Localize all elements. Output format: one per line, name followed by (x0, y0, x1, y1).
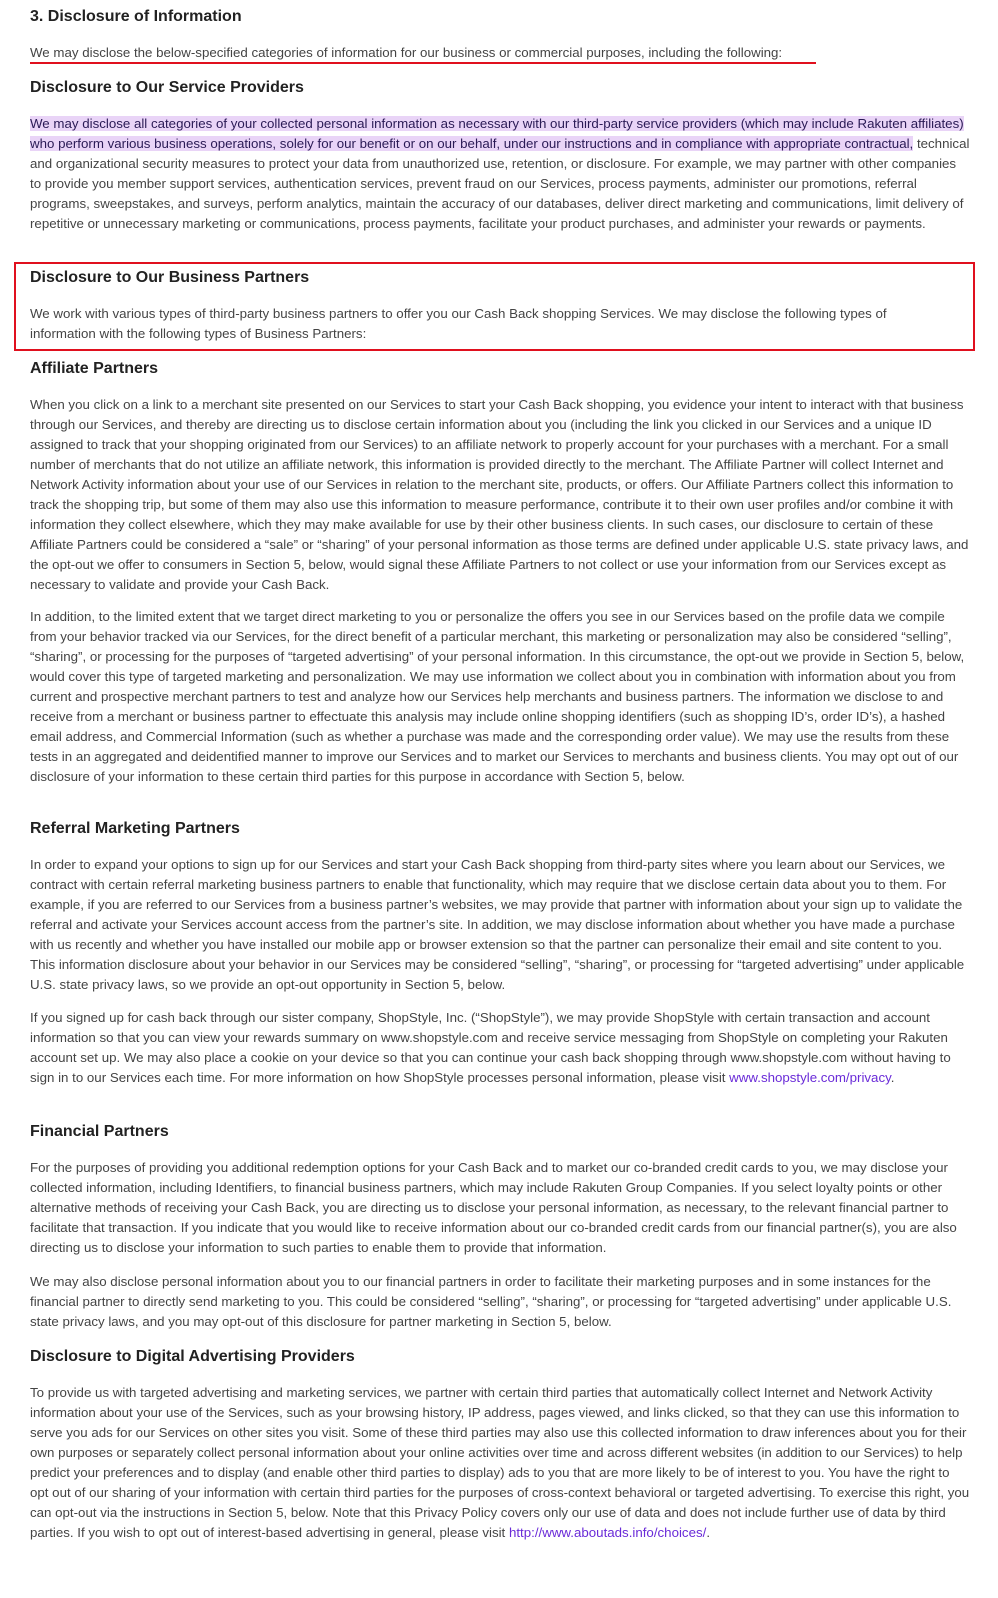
business-partners-paragraph: We work with various types of third-party business partners to offer you our Cash Back shopping Services. We may disclose the following types of information with the following types of Business Partners: (30, 306, 887, 341)
service-providers-rest: technical and organizational security measures to protect your data from unauthorized use, retention, or disclosure. For example, we may partner with other companies to provide you member support services, authentication services, prevent fraud on our Services, process payments, administer our promotions, referral programs, sweepstakes, and surveys, perform analytics, maintain the accuracy of our databases, deliver direct marketing and communications, limit delivery of repetitive or unnecessary marketing or communications, process payments, facilitate your product purchases, and administer your rewards or payments. (30, 136, 970, 231)
financial-partners-heading: Financial Partners (30, 1123, 169, 1140)
referral-partners-paragraph-1: In order to expand your options to sign up for our Services and start your Cash Back shopping from third-party sites where you learn about our Services, we contract with certain referral marketing business partners to enable that functionality, which may require that we disclose certain data about you to them. For example, if you are referred to our Services from a business partner’s websites, we may provide that partner with information about your sign up to validate the referral and activate your Services account access from the partner’s site. In addition, we may disclose information about whether you have made a purchase with us recently and whether you have installed our mobile app or browser extension so that the partner can personalize their email and site content to you. This information disclosure about your behavior in our Services may be considered “selling”, “sharing”, or processing for “targeted advertising” under applicable U.S. state privacy laws, so we provide an opt-out opportunity in Section 5, below. (30, 857, 965, 992)
referral-partners-heading: Referral Marketing Partners (30, 820, 240, 837)
section-3-heading: 3. Disclosure of Information (30, 8, 242, 25)
affiliate-partners-heading: Affiliate Partners (30, 360, 159, 377)
digital-ads-paragraph (30, 1383, 970, 1543)
red-underline-annotation (30, 62, 816, 64)
business-partners-heading: Disclosure to Our Business Partners (30, 269, 310, 286)
service-providers-heading: Disclosure to Our Service Providers (30, 79, 304, 96)
financial-partners-paragraph-1: For the purposes of providing you additional redemption options for your Cash Back and to market our co-branded credit cards to you, we may disclose your collected information, including Identifiers, to financial business partners, which may include Rakuten Group Companies. If you select loyalty points or other alternative methods of receiving your Cash Back, you are directing us to disclose your personal information, as necessary, to the relevant financial partner to facilitate that transaction. If you indicate that you would like to receive information about our co-branded credit cards from our financial partner(s), you are also directing us to disclose your information to such parties to enable them to provide that information. (30, 1160, 957, 1255)
highlighted-text: We may disclose all categories of your collected personal information as necessary with our third-party service providers (which may include Rakuten affiliates) who perform various business operations, solely for our benefit or on our behalf, under our instructions and in compliance with appropriate contractual, (30, 116, 964, 151)
referral-p2-text: If you signed up for cash back through our sister company, ShopStyle, Inc. (“ShopStyle”), we may provide ShopStyle with certain transaction and account information so that you can view your rewards summary on www.shopstyle.com and receive service messaging from ShopStyle on completing your Rakuten account set up. We may also place a cookie on your device so that you can continue your cash back shopping through www.shopstyle.com without having to sign in to our Services each time. For more information on how ShopStyle processes personal information, please visit (30, 1010, 951, 1085)
aboutads-choices-link[interactable]: http://www.aboutads.info/choices/ (508, 1525, 707, 1540)
affiliate-partners-paragraph-2: In addition, to the limited extent that we target direct marketing to you or personalize the offers you see in our Services based on the profile data we compile from your behavior tracked via our Services, for the direct benefit of a particular merchant, this marketing or personalization may also be considered “selling”, “sharing”, or processing for the purposes of “targeted advertising” of your personal information. In this circumstance, the opt-out we provide in Section 5, below, would cover this type of targeted marketing and personalization. We may use information we collect about you in combination with information about you from current and prospective merchant partners to test and analyze how our Services help merchants and business partners. The information we disclose to and receive from a merchant or business partner to effectuate this analysis may include online shopping identifiers (such as shopping ID’s, order ID’s), a hashed email address, and Commercial Information (such as whether a purchase was made and the corresponding order value). We may use the results from these tests in an aggregated and deidentified manner to improve our Services and to market our Services to merchants and business clients. You may opt out of our disclosure of your information to these certain third parties for this purpose in accordance with Section 5, below. (30, 609, 965, 784)
section-3-intro: We may disclose the below-specified categories of information for our business or commercial purposes, including the following: (30, 45, 783, 60)
service-providers-paragraph (30, 114, 970, 234)
digital-ads-end: . (706, 1525, 711, 1540)
financial-partners-paragraph-2: We may also disclose personal information about you to our financial partners in order to facilitate their marketing purposes and in some instances for the financial partner to directly send marketing to you. This could be considered “selling”, “sharing”, or processing for “targeted advertising” under applicable U.S. state privacy laws, and you may opt-out of this disclosure for partner marketing in Section 5, below. (30, 1274, 952, 1329)
affiliate-partners-paragraph-1: When you click on a link to a merchant site presented on our Services to start your Cash Back shopping, you evidence your intent to interact with that business through our Services, and thereby are directing us to disclose certain information about you (including the link you clicked in our Services and a unique ID assigned to track that your shopping originated from our Services) to an affiliate network to properly account for your purchases with a merchant. For a small number of merchants that do not utilize an affiliate network, this information is provided directly to the merchant. The Affiliate Partner will collect Internet and Network Activity information about your use of our Services in relation to the merchant site, products, or offers. Our Affiliate Partners collect this information to track the shopping trip, but some of them may also use this information to measure performance, contribute it to their own user profiles and/or combine it with information they collect elsewhere, which they may make available for use by their other business clients. In such cases, our disclosure to certain of these Affiliate Partners could be considered a “sale” or “sharing” of your personal information as those terms are defined under applicable U.S. state privacy laws, and the opt-out we offer to consumers in Section 5, below, would signal these Affiliate Partners to not collect or use your information from our Services except as necessary to validate and provide your Cash Back. (30, 397, 969, 592)
referral-p2-end: . (890, 1070, 895, 1085)
digital-ads-heading: Disclosure to Digital Advertising Providers (30, 1348, 355, 1365)
shopstyle-privacy-link[interactable]: www.shopstyle.com/privacy (729, 1070, 891, 1085)
digital-ads-text: To provide us with targeted advertising and marketing services, we partner with certain third parties that automatically collect Internet and Network Activity information about your use of the Services, such as your browsing history, IP address, pages viewed, and links clicked, so that they can use this information to serve you ads for our Services on other sites you visit. Some of these third parties may also use this collected information to draw inferences about you for their own purposes or separately collect personal information about your online activities over time and across different websites (in addition to our Services) to help predict your preferences and to display (and enable other third parties to display) ads to you that are more likely to be of interest to you. You have the right to opt out of our sharing of your information with certain third parties for the purposes of cross-context behavioral or targeted advertising. To exercise this right, you can opt-out via the instructions in Section 5, below. Note that this Privacy Policy covers only our use of data and does not include further use of data by third parties. If you wish to opt out of interest-based advertising in general, please visit (30, 1385, 970, 1540)
referral-partners-paragraph-2 (30, 1008, 970, 1088)
